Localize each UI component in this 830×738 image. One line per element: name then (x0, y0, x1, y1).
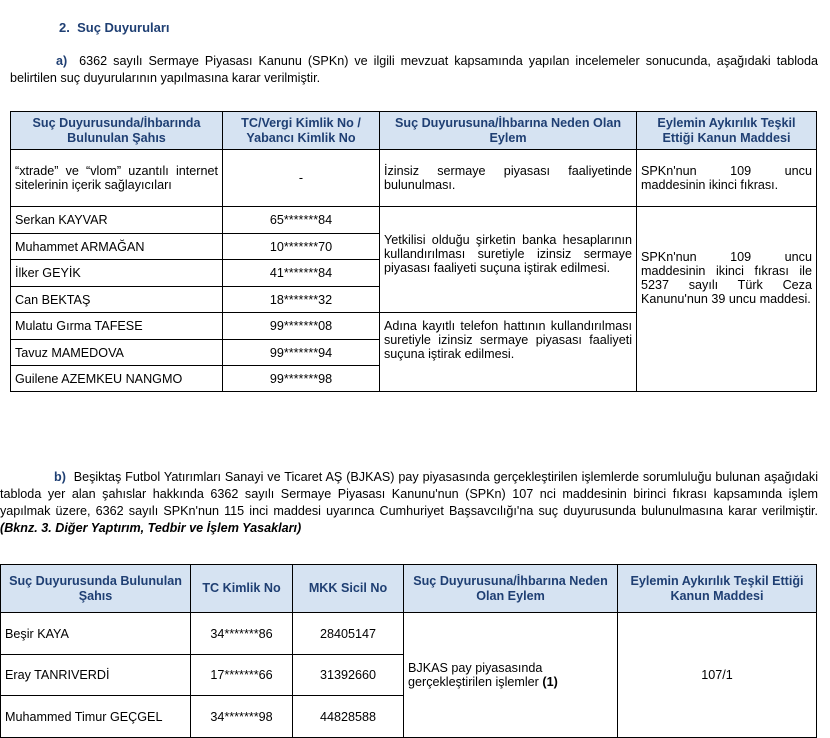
cell-id: 10*******70 (223, 234, 380, 260)
section-number: 2. (59, 20, 70, 35)
cell-id: 41*******84 (223, 260, 380, 287)
cell-person: Can BEKTAŞ (11, 287, 223, 313)
offenders-table-2 (0, 564, 817, 738)
paragraph-b-reference: (Bknz. 3. Diğer Yaptırım, Tedbir ve İşlem Yasakları) (0, 521, 302, 535)
table-row (11, 150, 817, 207)
section-title (59, 20, 170, 35)
cell-person: Guilene AZEMKEU NANGMO (11, 366, 223, 392)
cell-law-group: SPKn'nun 109 uncu maddesinin ikinci fıkrası ile 5237 sayılı Türk Ceza Kanunu'nun 39 uncu maddesi. (637, 207, 817, 392)
cell-person: Muhammet ARMAĞAN (11, 234, 223, 260)
paragraph-a-label: a) (56, 54, 68, 68)
col-header-law: Eylemin Aykırılık Teşkil Ettiği Kanun Maddesi (637, 112, 817, 150)
col-header-id: TC Kimlik No (191, 565, 293, 613)
cell-person: “xtrade” ve “vlom” uzantılı internet sitelerinin içerik sağlayıcıları (11, 150, 223, 207)
cell-person: Mulatu Gırma TAFESE (11, 313, 223, 340)
col-header-mkk: MKK Sicil No (293, 565, 404, 613)
paragraph-b-label: b) (54, 470, 66, 484)
cell-person: İlker GEYİK (11, 260, 223, 287)
cell-id: 99*******98 (223, 366, 380, 392)
cell-person: Tavuz MAMEDOVA (11, 340, 223, 366)
cell-mkk: 31392660 (293, 655, 404, 696)
cell-id: 34*******98 (191, 696, 293, 738)
paragraph-b (0, 469, 818, 537)
cell-action (404, 613, 618, 738)
cell-mkk: 28405147 (293, 613, 404, 655)
cell-id: 65*******84 (223, 207, 380, 234)
cell-action: İzinsiz sermaye piyasası faaliyetinde bulunulması. (380, 150, 637, 207)
cell-law: SPKn'nun 109 uncu maddesinin ikinci fıkrası. (637, 150, 817, 207)
cell-mkk: 44828588 (293, 696, 404, 738)
paragraph-a-text: 6362 sayılı Sermaye Piyasası Kanunu (SPKn) ve ilgili mevzuat kapsamında yapılan incelemeler sonucunda, aşağıdaki tabloda belirtilen suç duyurularının yapılmasına karar verilmiştir. (10, 54, 819, 85)
offenders-table-1 (10, 111, 817, 392)
action-note: (1) (542, 675, 558, 689)
table-row (1, 613, 817, 655)
col-header-action: Suç Duyurusuna/İhbarına Neden Olan Eylem (380, 112, 637, 150)
cell-law: 107/1 (618, 613, 817, 738)
col-header-id: TC/Vergi Kimlik No / Yabancı Kimlik No (223, 112, 380, 150)
cell-person: Serkan KAYVAR (11, 207, 223, 234)
cell-id: 99*******94 (223, 340, 380, 366)
action-text: BJKAS pay piyasasında gerçekleştirilen işlemler (408, 661, 543, 689)
col-header-action: Suç Duyurusuna/İhbarına Neden Olan Eylem (404, 565, 618, 613)
paragraph-b-text: Beşiktaş Futbol Yatırımları Sanayi ve Ticaret AŞ (BJKAS) pay piyasasında gerçekleştirilen işlemlerde sorumluluğu bulunan aşağıdaki tabloda yer alan şahıslar hakkında 6362 sayılı Sermaye Piyasası Kanunu'nun (SPKn) 107 nci maddesinin birinci fıkrası kapsamında işlem yapılmak üzere, 6362 sayılı SPKn'nun 115 inci maddesi uyarınca Cumhuriyet Başsavcılığı'na suç duyurusunda bulunulmasına karar verilmiştir. (0, 470, 818, 518)
cell-person: Beşir KAYA (1, 613, 191, 655)
cell-id: 99*******08 (223, 313, 380, 340)
cell-person: Muhammed Timur GEÇGEL (1, 696, 191, 738)
table-row (11, 207, 817, 234)
col-header-law: Eylemin Aykırılık Teşkil Ettiği Kanun Maddesi (618, 565, 817, 613)
cell-person: Eray TANRIVERDİ (1, 655, 191, 696)
col-header-person: Suç Duyurusunda/İhbarında Bulunulan Şahıs (11, 112, 223, 150)
cell-id: - (223, 150, 380, 207)
cell-action-group-1: Yetkilisi olduğu şirketin banka hesaplarının kullandırılması suretiyle izinsiz sermaye piyasası faaliyeti suçuna iştirak edilmesi. (380, 207, 637, 313)
cell-id: 34*******86 (191, 613, 293, 655)
col-header-person: Suç Duyurusunda Bulunulan Şahıs (1, 565, 191, 613)
table-header-row (1, 565, 817, 613)
cell-action-group-2: Adına kayıtlı telefon hattının kullandırılması suretiyle izinsiz sermaye piyasası faaliyeti suçuna iştirak edilmesi. (380, 313, 637, 392)
cell-id: 17*******66 (191, 655, 293, 696)
section-heading: Suç Duyuruları (77, 20, 170, 35)
paragraph-a (10, 53, 818, 87)
table-header-row (11, 112, 817, 150)
cell-id: 18*******32 (223, 287, 380, 313)
